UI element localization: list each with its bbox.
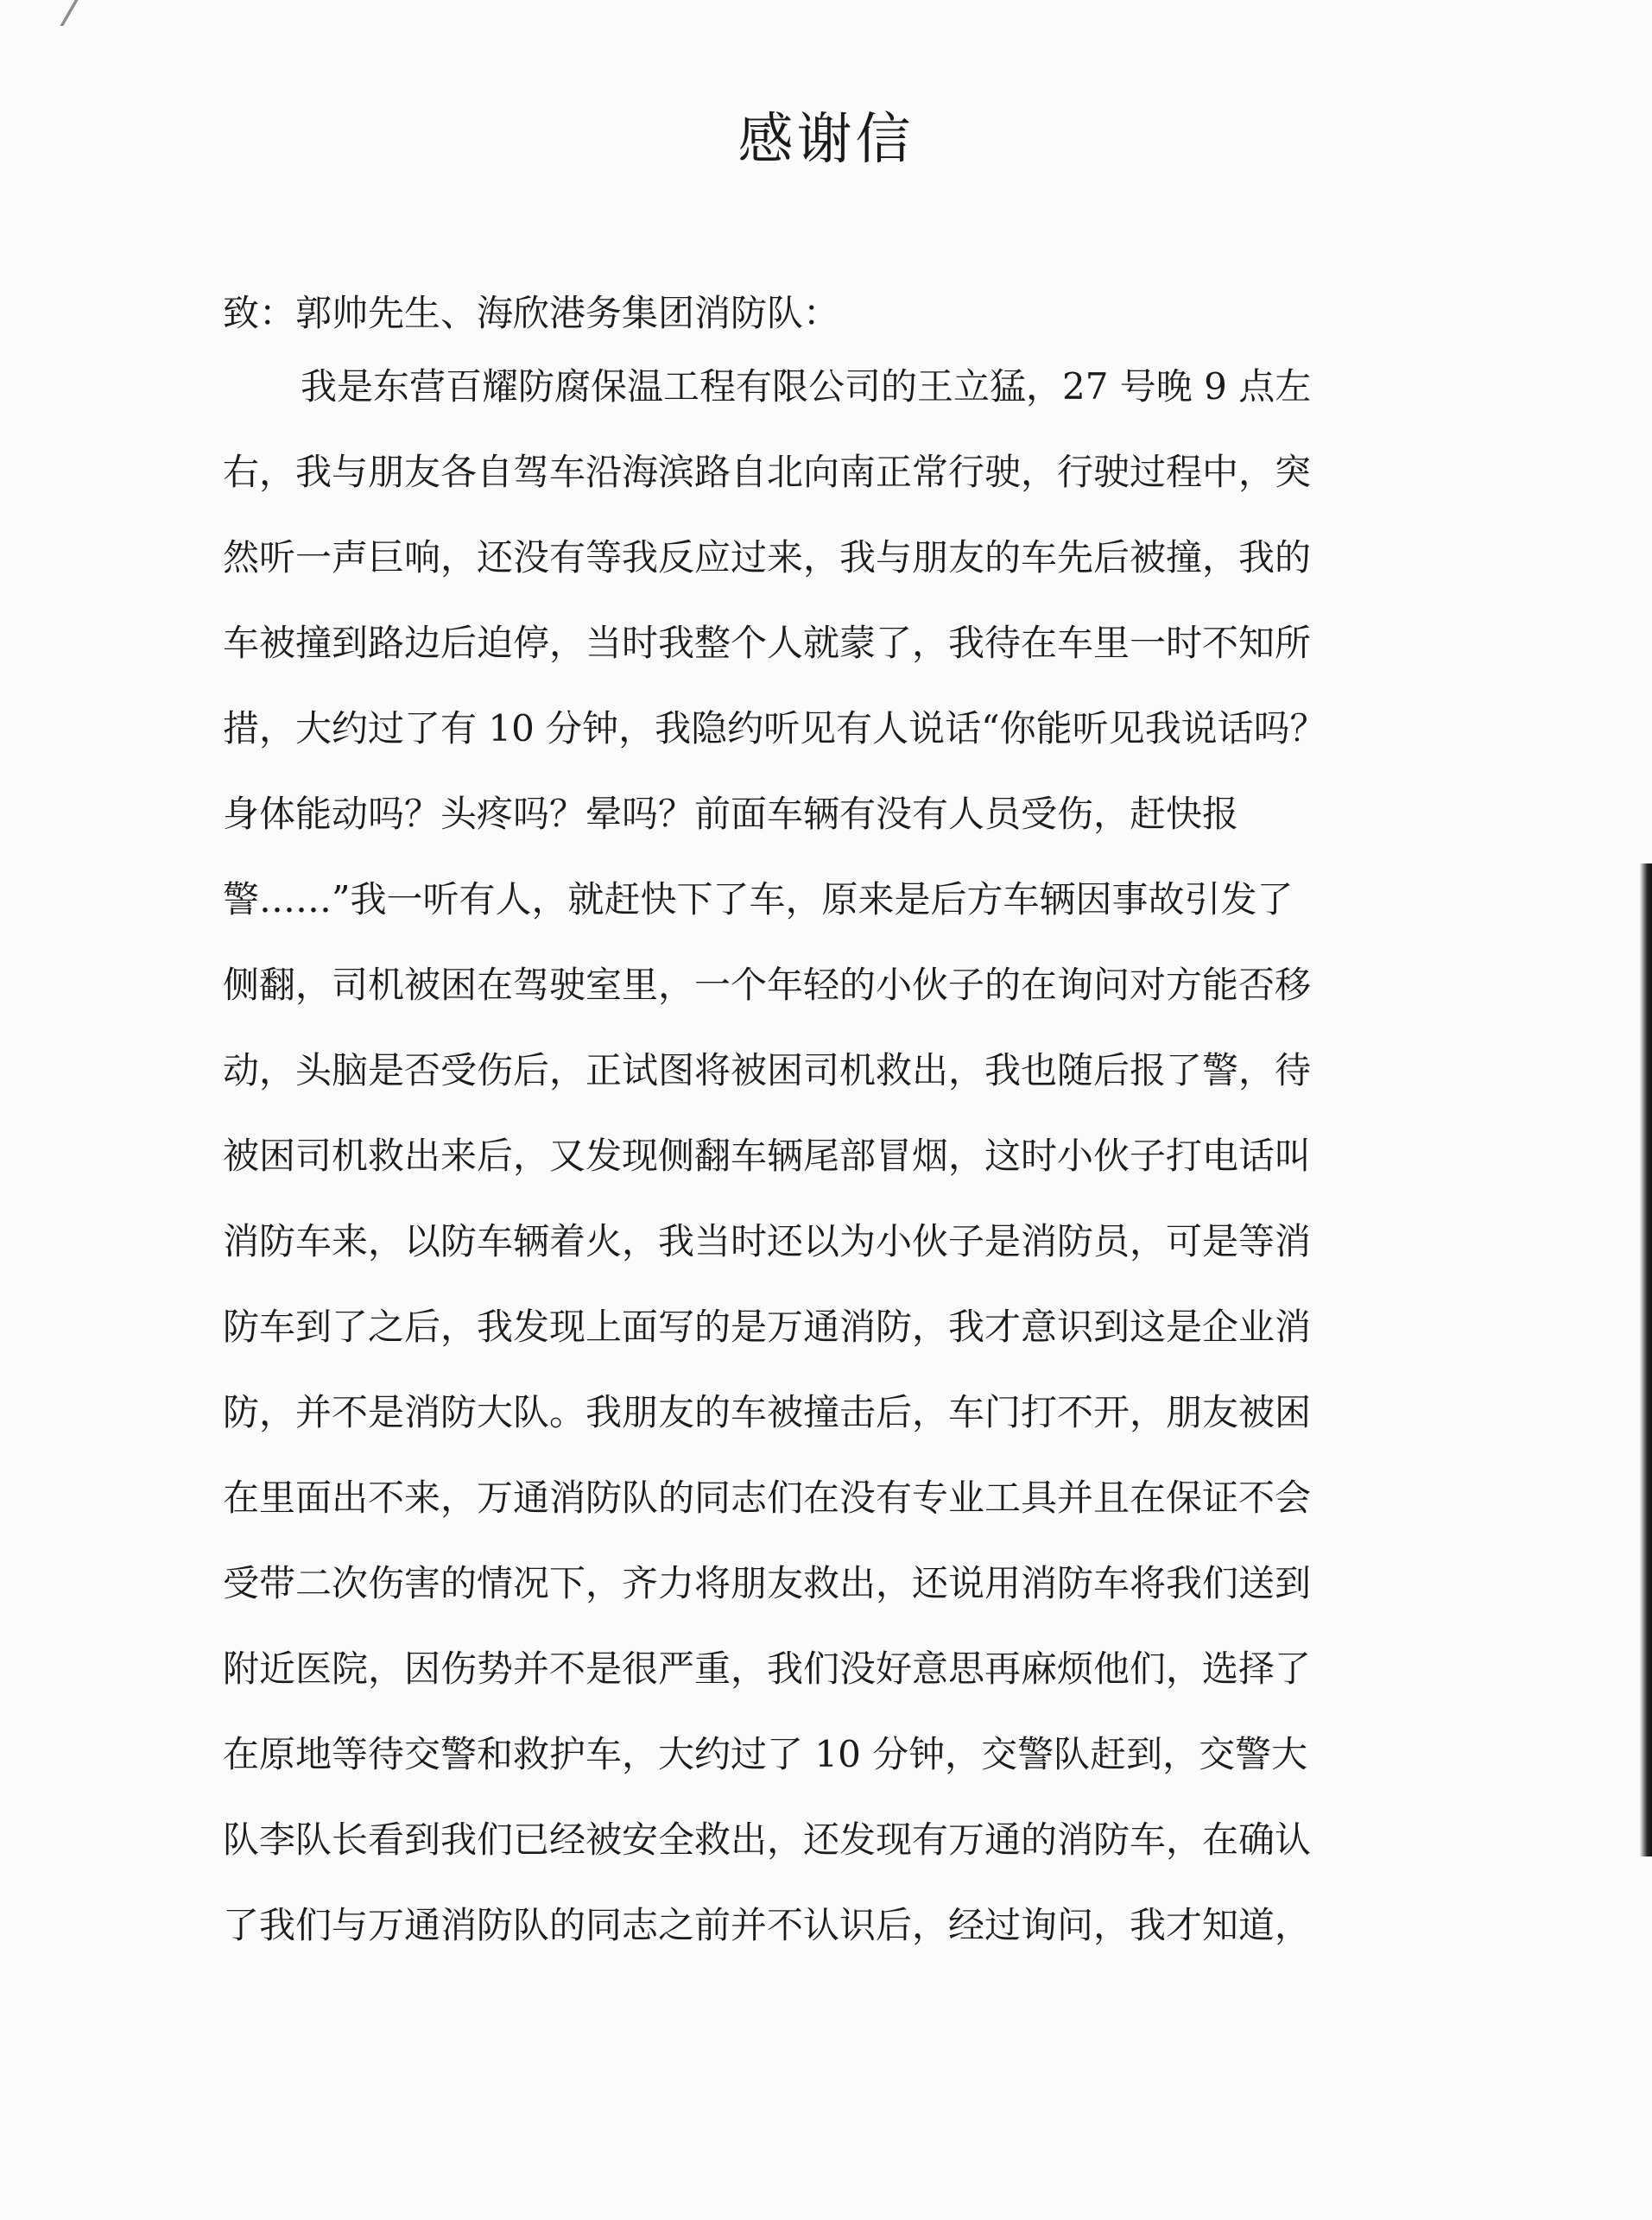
body-line: 受带二次伤害的情况下，齐力将朋友救出，还说用消防车将我们送到 [223,1562,1312,1604]
body-line: 在里面出不来，万通消防队的同志们在没有专业工具并且在保证不会 [223,1477,1312,1519]
body-line: 车被撞到路边后迫停，当时我整个人就蒙了，我待在车里一时不知所 [223,622,1312,664]
letter-title: 感谢信 [737,108,915,172]
body-line: 在原地等待交警和救护车，大约过了 10 分钟，交警队赶到，交警大 [223,1733,1308,1775]
body-line: 我是东营百耀防腐保温工程有限公司的王立猛，27 号晚 9 点左 [301,365,1312,408]
body-line: 被困司机救出来后，又发现侧翻车辆尾部冒烟，这时小伙子打电话叫 [223,1135,1312,1177]
body-line: 侧翻，司机被困在驾驶室里，一个年轻的小伙子的在询问对方能否移 [223,964,1312,1006]
letter-body [223,363,1432,1987]
body-line: 警……”我一听有人，就赶快下了车，原来是后方车辆因事故引发了 [223,878,1294,920]
body-line: 措，大约过了有 10 分钟，我隐约听见有人说话“你能听见我说话吗？ [223,707,1326,749]
letter-salutation: 致：郭帅先生、海欣港务集团消防队： [223,292,840,334]
body-line: 防，并不是消防大队。我朋友的车被撞击后，车门打不开，朋友被困 [223,1391,1312,1433]
scan-edge-shadow [1640,863,1652,1856]
body-line: 身体能动吗？头疼吗？晕吗？前面车辆有没有人员受伤，赶快报 [223,793,1239,835]
body-line: 右，我与朋友各自驾车沿海滨路自北向南正常行驶，行驶过程中，突 [223,451,1312,493]
body-line: 然听一声巨响，还没有等我反应过来，我与朋友的车先后被撞，我的 [223,536,1312,579]
body-line: 附近医院，因伤势并不是很严重，我们没好意思再麻烦他们，选择了 [223,1648,1312,1690]
body-line: 防车到了之后，我发现上面写的是万通消防，我才意识到这是企业消 [223,1306,1312,1348]
body-line: 消防车来，以防车辆着火，我当时还以为小伙子是消防员，可是等消 [223,1220,1312,1262]
body-line: 了我们与万通消防队的同志之前并不认识后，经过询问，我才知道， [223,1904,1312,1946]
body-line: 队李队长看到我们已经被安全救出，还发现有万通的消防车，在确认 [223,1818,1312,1861]
body-line: 动，头脑是否受伤后，正试图将被困司机救出，我也随后报了警，待 [223,1049,1312,1091]
pen-mark [60,0,105,26]
